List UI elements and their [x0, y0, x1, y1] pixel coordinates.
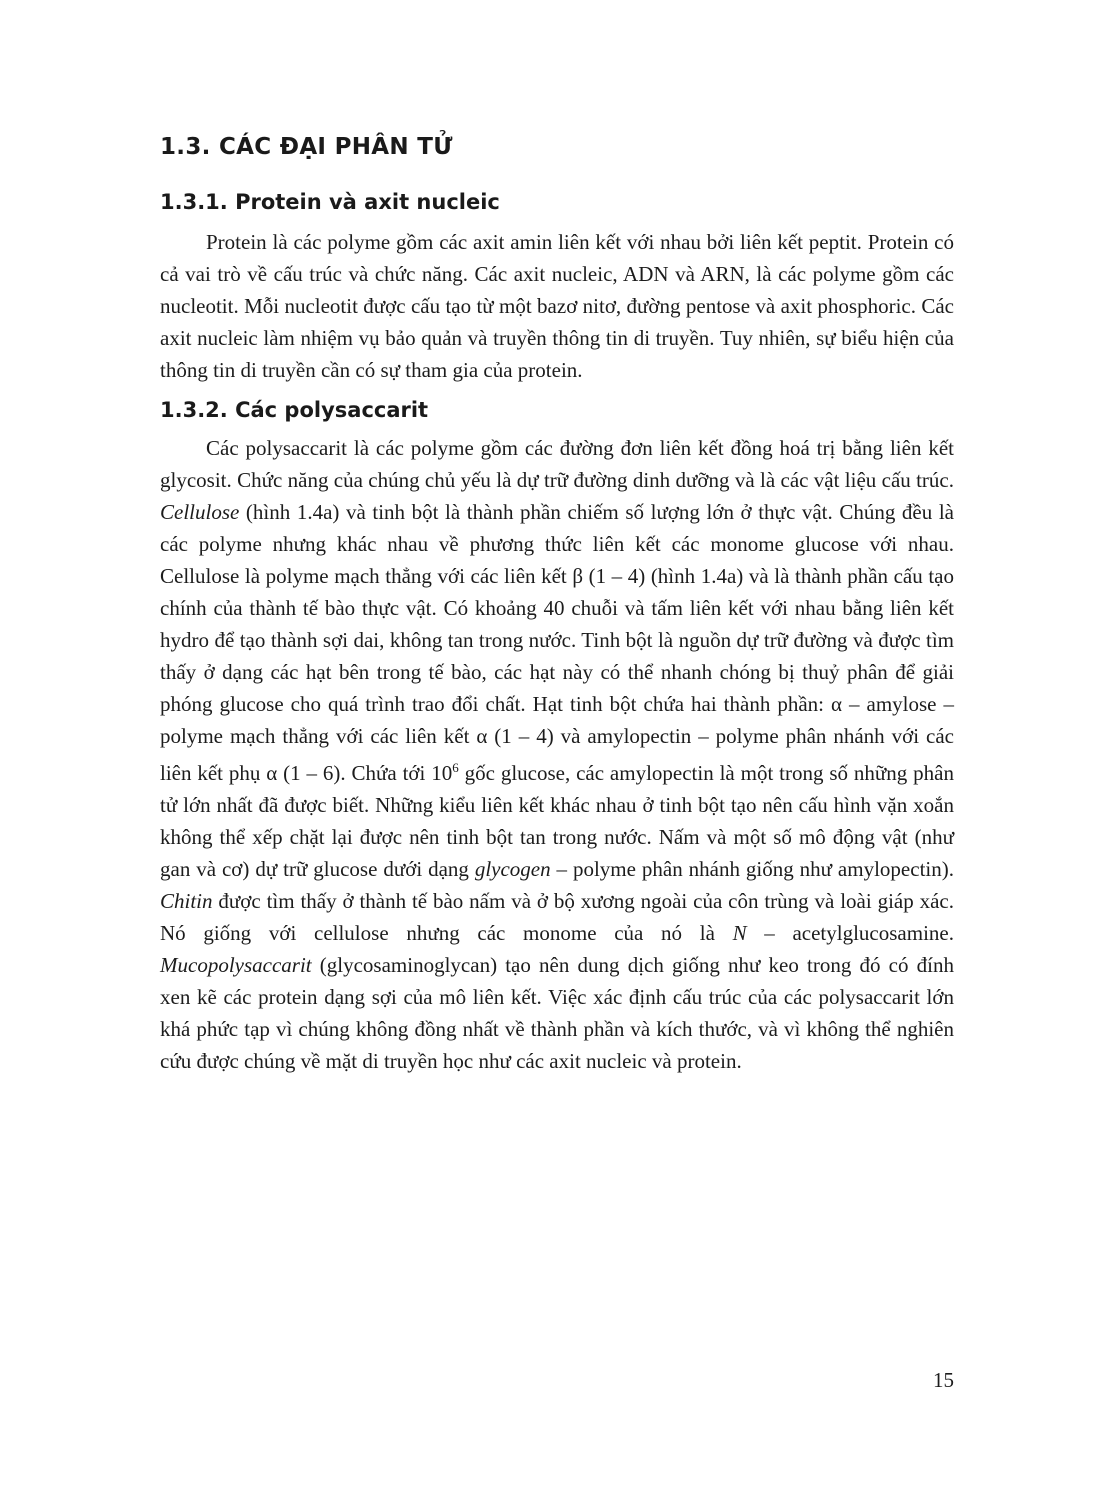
term-glycogen: glycogen	[474, 857, 551, 881]
text-run: gốc glucose, các amylopectin là một trong số những phân tử lớn nhất đã được biết. Những kiểu liên kết khác nhau ở tinh bột tạo nên cấu hình vặn xoắn không thể xếp chặt lại được nên tinh bột tan trong nước. Nấm và một số mô động vật (như gan và cơ) dự trữ glucose dưới dạng	[160, 761, 955, 881]
paragraph-polysaccarit	[160, 432, 954, 1077]
text-run: – acetylglucosamine.	[746, 921, 954, 945]
text-run: được tìm thấy ở thành tế bào nấm và ở bộ xương ngoài của côn trùng và loài giáp xác. Nó giống với cellulose nhưng các monome của nó là	[160, 889, 954, 945]
section-heading: 1.3. CÁC ĐẠI PHÂN TỬ	[160, 134, 453, 160]
subsection-heading-protein: 1.3.1. Protein và axit nucleic	[160, 190, 500, 214]
exponent: 6	[452, 760, 459, 775]
text-run: (glycosaminoglycan) tạo nên dung dịch giống như keo trong đó có đính xen kẽ các protein dạng sợi của mô liên kết. Việc xác định cấu trúc của các polysaccarit lớn khá phức tạp vì chúng không đồng nhất về thành phần và kích thước, và vì không thể nghiên cứu được chúng về mặt di truyền học như các axit nucleic và protein.	[160, 953, 954, 1073]
term-n: N	[732, 921, 747, 945]
text-run: (hình 1.4a) và tinh bột là thành phần chiếm số lượng lớn ở thực vật. Chúng đều là các polyme nhưng khác nhau về phương thức liên kết các monome glucose với nhau. Cellulose là polyme mạch thẳng với các liên kết β (1 – 4) (hình 1.4a) và là thành phần cấu tạo chính của thành tế bào thực vật. Có khoảng 40 chuỗi và tấm liên kết với nhau bằng liên kết hydro để tạo thành sợi dai, không tan trong nước. Tinh bột là nguồn dự trữ đường và được tìm thấy ở dạng các hạt bên trong tế bào, các hạt này có thể nhanh chóng bị thuỷ phân để giải phóng glucose cho quá trình trao đổi chất. Hạt tinh bột chứa hai thành phần: α – amylose – polyme mạch thẳng với các liên kết α (1 – 4) và amylopectin – polyme phân nhánh với các liên kết phụ α (1 – 6). Chứa tới 10	[160, 500, 954, 785]
text-run: Các polysaccarit là các polyme gồm các đường đơn liên kết đồng hoá trị bằng liên kết glycosit. Chức năng của chúng chủ yếu là dự trữ đường dinh dưỡng và là các vật liệu cấu trúc.	[160, 436, 954, 492]
term-cellulose: Cellulose	[160, 500, 240, 524]
paragraph-protein: Protein là các polyme gồm các axit amin liên kết với nhau bởi liên kết peptit. Protein có cả vai trò về cấu trúc và chức năng. Các axit nucleic, ADN và ARN, là các polyme gồm các nucleotit. Mỗi nucleotit được cấu tạo từ một bazơ nitơ, đường pentose và axit phosphoric. Các axit nucleic làm nhiệm vụ bảo quản và truyền thông tin di truyền. Tuy nhiên, sự biểu hiện của thông tin di truyền cần có sự tham gia của protein.	[160, 230, 954, 382]
text-run: – polyme phân nhánh giống như amylopectin).	[550, 857, 954, 881]
term-mucopolysaccarit: Mucopolysaccarit	[160, 953, 312, 977]
page-number: 15	[933, 1368, 954, 1392]
term-chitin: Chitin	[160, 889, 213, 913]
subsection-heading-polysaccarit: 1.3.2. Các polysaccarit	[160, 398, 429, 422]
page-content	[160, 134, 954, 1077]
